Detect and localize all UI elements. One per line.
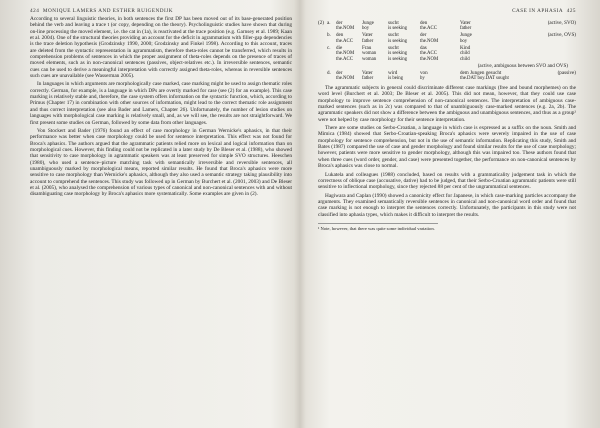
right-page (318, 6, 576, 424)
right-paragraph: Hagiwara and Caplan (1990) showed a canonicity effect for Japanese, in which case-marking particles accompany the arguments. They examined semantically reversible sentences in canonical and non-canonical word order and found that case marking is not enough to interpret the sentences correctly. Unfortunately, the participants in this study were not classified into aphasia types, which makes it difficult to interpret the results. (318, 192, 576, 218)
gloss-word: father (460, 26, 472, 32)
gloss-word: is seeking (388, 57, 408, 63)
footnote: ¹ Note, however, that there was quite some individual variation. (318, 223, 438, 231)
example-letter: b. (327, 32, 331, 39)
example-word: Frau (362, 44, 372, 51)
example-word: die (336, 44, 343, 51)
example-word: Vater (362, 32, 373, 39)
example-word: der (336, 20, 343, 26)
gloss-word: father (362, 75, 374, 81)
example-note: (passive) (557, 69, 576, 76)
right-body (318, 85, 576, 218)
example-word: das (420, 44, 427, 51)
example-word: sucht (388, 20, 399, 26)
example-number: (2) (318, 20, 324, 26)
gloss-word: father (362, 38, 374, 44)
left-page (30, 6, 292, 424)
left-paragraph: Von Stockert and Bader (1976) found an effect of case morphology in German Wernicke's aphasics, in that their performance was better when case morphology could be used for sentence interpretation. This effect was not found for Broca's aphasics. The authors argued that the agrammatic patients relied more on lexical and logical information than on morphological cues. However, this finding could not be replicated in a later study by De Bleser et al. (1988), who showed that sensitivity to case morphology in agrammatic speakers was at least preserved for simple SVO structures. Heeschen (1980), who used a sentence–picture matching task with semantically irreversible and reversible sentences, all unambiguously marked by morphological means, reported similar results. He found that Broca's aphasics were more sensitive to case morphology than Wernicke's aphasics, although they also used a semantic strategy taking plausibility into account to comprehend the sentences. This study was followed up in German by Burchert et al. (2001, 2003) and De Bleser et al. (2005), who analysed the comprehension of various types of canonical and non-canonical sentences with and without disambiguating case morphology by Broca's aphasics more systematically. Some examples are given in (2). (30, 127, 292, 198)
gloss-word: woman (362, 57, 377, 63)
example-word: der (336, 69, 343, 76)
gloss-word: the.NOM (420, 38, 439, 44)
gloss-word: the.ACC (420, 26, 437, 32)
gloss-word: by (420, 75, 425, 81)
right-running-head (318, 6, 576, 16)
example-word: dem Jungen gesucht (460, 69, 502, 76)
example-word: sucht (388, 32, 399, 39)
gloss-word: the.ACC (336, 38, 353, 44)
example-word: von (420, 69, 428, 76)
left-paragraph: In languages in which arguments are morphologically case marked, case marking might be used to assign thematic roles correctly. German, for example, is a language in which DPs are overtly marked for case (see (2) for an example). This case marking is relatively stable and, therefore, the case system offers information on the syntactic function, which, according to Primus (Chapter 17) in combination with other sources of information, might lead to the correct thematic role assignment and thus correct interpretation (see also Bader and Lamers, Chapter 26). Unfortunately, the number of lesion studies on languages with morphological case marking is relatively small, and, as we will see, the results are not straightforward. We first present some studies on German, followed by some data from other languages. (30, 81, 292, 126)
gloss-word: the.DAT boy.DAT sought (460, 75, 509, 81)
example-word: Vater (460, 20, 471, 26)
example-letter: a. (327, 20, 331, 26)
example-letter: c. (327, 44, 331, 51)
example-ambiguous-note: (active, ambiguous between SVO and OVS) (477, 63, 568, 70)
example-word: sucht (388, 44, 399, 51)
gloss-word: the.NOM (336, 51, 355, 57)
gloss-word: boy (460, 38, 468, 44)
gloss-word: the.ACC (420, 51, 437, 57)
example-word: Junge (362, 20, 374, 26)
left-page-number: 424 (30, 8, 40, 14)
right-paragraph: The agrammatic subjects in general could discriminate different case markings (free and bound morphemes) on the word level (Burchert et al. 2003; De Bleser et al. 2005). This did not mean, however, that they could use case morphology to improve sentence comprehension of non-canonical sentences. The interpretation of ambiguous case-marked sentences (such as in 2c) was compared to that of unambiguously case-marked sentences (e.g. 2a, 2b). The agrammatic speakers did not show a difference between the ambiguous and unambiguous sentences, and thus as a group¹ were not helped by case morphology for their sentence interpretation. (318, 85, 576, 123)
gloss-word: is being (388, 75, 404, 81)
gloss-word: child (460, 51, 470, 57)
example-gloss-row (318, 76, 576, 82)
gloss-word: boy (362, 26, 370, 32)
example-note: (active, SVO) (547, 20, 576, 26)
gloss-word: the.NOM (420, 57, 439, 63)
left-running-head (30, 6, 292, 16)
left-body (30, 16, 292, 198)
gloss-word: child (460, 57, 470, 63)
gloss-word: the.NOM (336, 75, 355, 81)
gloss-word: the.ACC (336, 57, 353, 63)
example-word: den (336, 32, 344, 39)
example-word: Kind (460, 44, 471, 51)
example-word: wird (388, 69, 398, 76)
left-running-title: MONIQUE LAMERS AND ESTHER RUIGENDIJK (42, 8, 173, 14)
left-paragraph: According to several linguistic theories, in both sentences the first DP has been moved out of its base-generated position behind the verb and leaving a trace t (or copy, depending on the theory). Psycholinguistic studies have shown that during on-line processing the moved element, i.e. the cat in (1a), is reactivated at the trace position (e.g. Garnsey et al. 1989; Kaan et al. 2004). One of the structural theories providing an account for the deficit in agrammatism with filler-gap dependencies is the trace deletion hypothesis (Grodzinsky 1990, 2000; Grodzinsky and Finkel 1998). According to this account, traces are deleted from the syntactic representation in agrammatism, therefore theta-roles cannot be transferred, which results in comprehension problems of sentences in which the proper assignment of theta-roles depends on the presence of traces of moved elements, such as in non-canonical sentences (passives, object-relatives etc.). In irreversible sentences, semantic cues can be used to derive a meaningful interpretation with correctly assigned theta-roles, whereas in reversible sentences such cues are unavailable (see Wasserman 2005). (30, 16, 292, 80)
right-paragraph: Lukatela and colleagues (1988) concluded, based on results with a grammaticality judgement task in which the correctness of oblique case (accusative, dative) had to be judged, that their Serbo-Croatian agrammatic patients were still sensitive to inflectional morphology, since they rejected 88 per cent of the ungrammatical sentences. (318, 171, 576, 191)
example-word: der (420, 32, 427, 39)
example-note: (active, OVS) (547, 32, 576, 39)
example-block (318, 20, 576, 82)
gloss-word: woman (362, 51, 377, 57)
gloss-word: is seeking (388, 26, 408, 32)
right-page-number: 425 (566, 8, 576, 14)
example-word: Vater (362, 69, 373, 76)
gloss-word: the.NOM (336, 26, 355, 32)
gloss-word: is seeking (388, 38, 408, 44)
right-paragraph: There are some studies on Serbo-Croatian, a language in which case is expressed as a suffix on the noun. Smith and Mimica (1984) showed that Serbo-Croatian-speaking Broca's aphasics were severely impaired in the use of case morphology for sentence comprehension, but not in the use of semantic information. Replicating this study, Smith and Bates (1987) compared the use of case and gender morphology and found similar results for the use of case morphology; however, patients were more sensitive to gender morphology, although this was impaired too. These authors found that when three cues (word order, gender, and case) were presented together, the performance on non-canonical sentences by Broca's aphasics was close to normal. (318, 125, 576, 170)
example-word: Junge (460, 32, 472, 39)
example-letter: d. (327, 69, 331, 76)
example-word: den (420, 20, 428, 26)
right-running-title: CASE IN APHASIA (512, 8, 564, 14)
gloss-word: is seeking (388, 51, 408, 57)
